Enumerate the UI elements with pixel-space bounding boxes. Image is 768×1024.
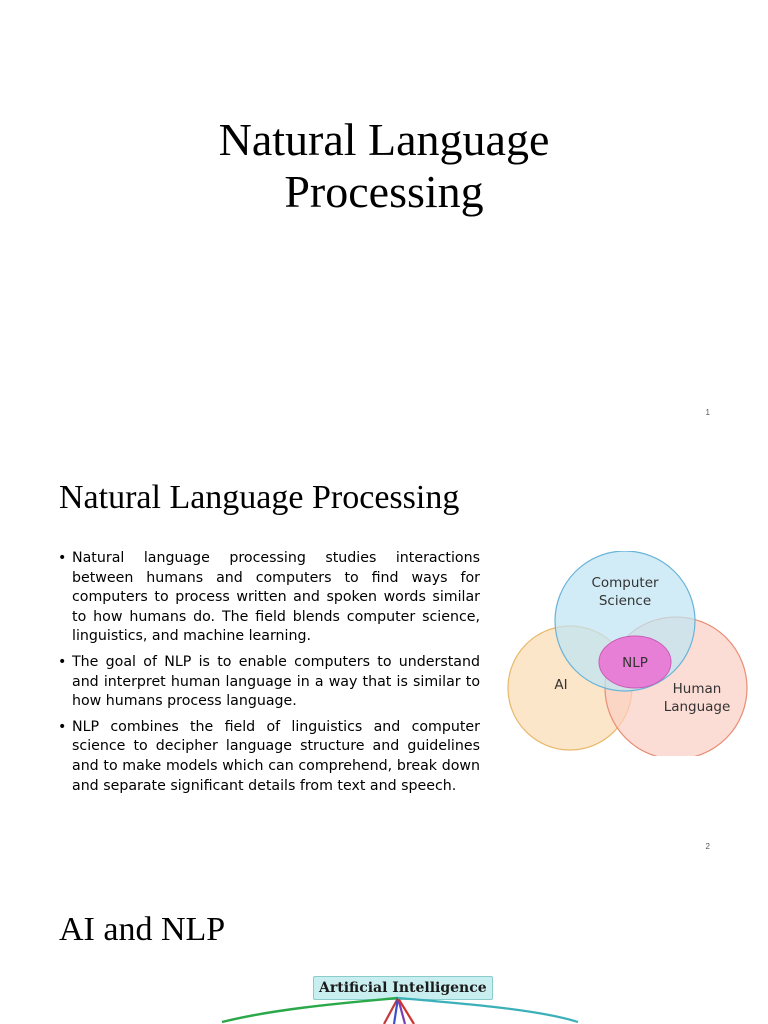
- bullet-item-3: • NLP combines the field of linguistics and computer science to decipher language structure and guidelines and to make models which can comprehend, break down and separate significant details from text and speech.: [58, 718, 480, 796]
- slide-2-heading: Natural Language Processing: [59, 479, 460, 516]
- ai-mind-map-branches: [0, 996, 768, 1024]
- slide-2: [0, 434, 768, 866]
- slide-3-heading: AI and NLP: [59, 911, 226, 948]
- nlp-venn-diagram: [505, 551, 755, 756]
- branch-left: [222, 998, 398, 1022]
- slide-3: [0, 868, 768, 1024]
- title-line-1: Natural Language: [218, 114, 550, 165]
- venn-label-hl-1: Human: [672, 681, 722, 697]
- page-number-1: 1: [705, 408, 710, 417]
- diagram-root-box: Artificial Intelligence: [313, 976, 493, 1000]
- title-line-2: Processing: [284, 166, 484, 217]
- branch-right: [398, 998, 578, 1022]
- slide-1-title: [0, 114, 768, 218]
- bullet-list: [58, 549, 480, 802]
- venn-label-cs-2: Science: [598, 593, 652, 609]
- bullet-item-2: • The goal of NLP is to enable computers to understand and interpret human language in a way that is similar to how humans process language.: [58, 653, 480, 712]
- venn-label-ai: AI: [554, 677, 568, 693]
- venn-label-nlp: NLP: [622, 655, 648, 671]
- venn-label-hl-2: Language: [663, 699, 731, 715]
- venn-label-cs-1: Computer: [591, 575, 659, 591]
- bullet-item-1: • Natural language processing studies interactions between humans and computers to find ways for computers to process written and spoken words similar to how humans do. The field blends computer science, linguistics, and machine learning.: [58, 549, 480, 647]
- slide-1: [0, 0, 768, 432]
- page-number-2: 2: [705, 842, 710, 851]
